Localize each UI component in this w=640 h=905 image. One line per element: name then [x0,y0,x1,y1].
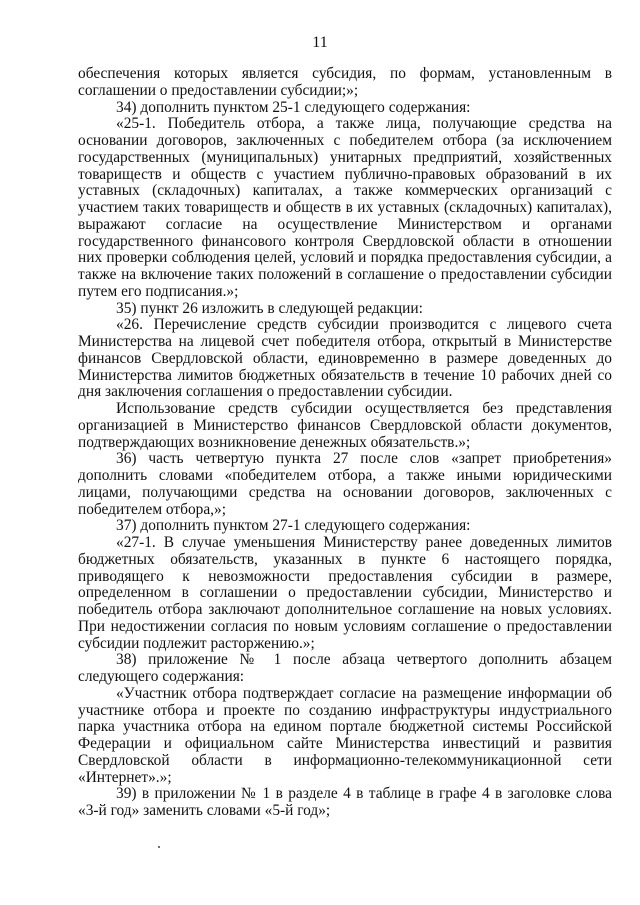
paragraph-item-36: 36) часть четвертую пункта 27 после слов «запрет приобретения» дополнить словами «победителем отбора, а также иными юридическими лицами, получающими средства на основании договоров, заключенных с победителем отбора,»; [78,450,612,518]
paragraph-point-27-1: «27-1. В случае уменьшения Министерству ранее доведенных лимитов бюджетных обязательств, указанных в пункте 6 настоящего порядка, приводящего к невозможности предоставления субсидии в размере, определенном в соглашении о предоставлении субсидии, Министерство и победитель отбора заключают дополнительное соглашение на новых условиях. При недостижении согласия по новым условиям соглашение о предоставлении субсидии подлежит расторжению.»; [78,534,612,652]
paragraph-item-37: 37) дополнить пунктом 27-1 следующего содержания: [116,517,471,535]
page-number: 11 [312,34,328,51]
body-text [78,66,612,820]
paragraph-appendix-consent: «Участник отбора подтверждает согласие на размещение информации об участнике отбора и проекте по созданию инфраструктуры индустриального парка участника отбора на едином портале бюджетной системы Российской Федерации и официальном сайте Министерства инвестиций и развития Свердловской области в информационно-телекоммуникационной сети «Интернет».»; [78,684,612,786]
paragraph-point-26-usage: Использование средств субсидии осуществляется без представления организацией в Министерство финансов Свердловской области документов, подтверждающих возникновение денежных обязательств.»; [78,400,612,451]
paragraph-point-25-1: «25-1. Победитель отбора, а также лица, получающие средства на основании договоров, заключенных с победителем отбора (за исключением государственных (муниципальных) унитарных предприятий, хозяйственных товариществ и обществ с участием публично-правовых образований в их уставных (складочных) капиталах, а также коммерческих организаций с участием таких товариществ и обществ в их уставных (складочных) капиталах), выражают согласие на осуществление Министерством и органами государственного финансового контроля Свердловской области в отношении них проверки соблюдения целей, условий и порядка предоставления субсидии, а также на включение таких положений в соглашение о предоставлении субсидии путем его подписания.»; [78,115,612,300]
paragraph-continuation: обеспечения которых является субсидия, по формам, установленным в соглашении о предоставлении субсидии;»; [78,65,612,99]
paragraph-item-35: 35) пункт 26 изложить в следующей редакции: [116,299,423,317]
paragraph-point-26: «26. Перечисление средств субсидии производится с лицевого счета Министерства на лицевой счет победителя отбора, открытый в Министерстве финансов Свердловской области, единовременно в размере доведенных до Министерства лимитов бюджетных обязательств в течение 10 рабочих дней со дня заключения соглашения о предоставлении субсидии. [78,316,612,401]
paragraph-item-34: 34) дополнить пунктом 25-1 следующего содержания: [116,98,471,116]
paragraph-item-39: 39) в приложении № 1 в разделе 4 в таблице в графе 4 в заголовке слова «3-й год» заменить словами «5-й год»; [78,785,612,819]
paragraph-item-38: 38) приложение № 1 после абзаца четвертого дополнить абзацем следующего содержания: [78,651,612,685]
scan-speck [158,846,160,848]
